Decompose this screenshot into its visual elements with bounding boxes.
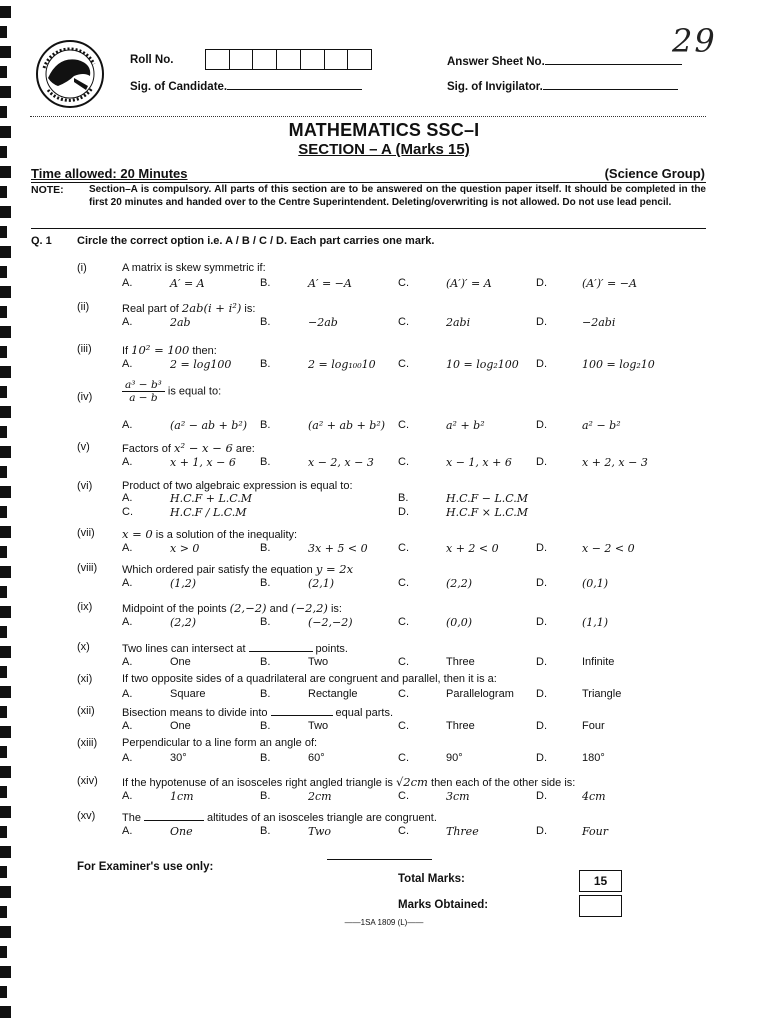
question-part-number: (xii): [77, 705, 95, 717]
option-letter: D.: [536, 316, 547, 328]
option-d[interactable]: Infinite: [582, 656, 615, 668]
dotted-separator: [30, 116, 706, 117]
option-letter: A.: [122, 542, 133, 554]
option-b[interactable]: −2ab: [308, 316, 338, 329]
time-allowed: Time allowed: 20 Minutes: [31, 166, 188, 181]
option-letter: B.: [260, 577, 271, 589]
question-text-pre: Factors of: [122, 443, 174, 455]
option-a[interactable]: A′ = A: [170, 277, 205, 290]
question-math: 2ab(i + i²): [181, 301, 242, 315]
question-text: [122, 480, 353, 492]
option-c[interactable]: 90°: [446, 752, 463, 764]
option-d[interactable]: 180°: [582, 752, 605, 764]
question-text-pre: If: [122, 345, 132, 357]
option-c[interactable]: 2abi: [446, 316, 471, 329]
option-letter: D.: [536, 752, 547, 764]
question-text-pre: Real part of: [122, 303, 182, 315]
candidate-signature-label: Sig. of Candidate.: [130, 81, 228, 93]
question-text-pre: Perpendicular to a line form an angle of:: [122, 737, 318, 749]
option-letter: A.: [122, 752, 133, 764]
question-text-pre: Which ordered pair satisfy the equation: [122, 564, 316, 576]
option-b[interactable]: (a² + ab + b²): [308, 419, 386, 432]
science-group: (Science Group): [604, 166, 705, 181]
section-heading: [0, 141, 768, 158]
question-math: 10² = 100: [131, 343, 190, 357]
question-text-pre: A matrix is skew symmetric if:: [122, 262, 266, 274]
invigilator-signature-field[interactable]: [447, 79, 678, 93]
option-letter: A.: [122, 492, 133, 504]
question-text-post: then:: [189, 345, 217, 357]
question-text: [122, 775, 575, 789]
option-letter: B.: [260, 456, 271, 468]
option-letter: B.: [260, 542, 271, 554]
question-text-post: then each of the other side is:: [427, 777, 576, 789]
question-number: Q. 1: [31, 235, 52, 247]
option-c[interactable]: Three: [446, 720, 475, 732]
option-c[interactable]: x − 1, x + 6: [446, 456, 512, 469]
question-part-number: (viii): [77, 562, 98, 574]
total-marks-label: Total Marks:: [398, 873, 465, 885]
option-letter: B.: [260, 277, 271, 289]
option-b[interactable]: Rectangle: [308, 688, 358, 700]
answer-sheet-line[interactable]: [545, 54, 682, 65]
question-text-post: are:: [232, 443, 255, 455]
option-b[interactable]: (−2,−2): [308, 616, 353, 629]
option-letter: D.: [536, 419, 547, 431]
question-text: [122, 379, 221, 404]
question-part-number: (xi): [77, 673, 93, 685]
option-letter: C.: [398, 752, 409, 764]
option-d[interactable]: 100 = log₂10: [582, 358, 655, 371]
option-letter: B.: [260, 825, 271, 837]
option-b[interactable]: Two: [308, 656, 329, 668]
question-text: [122, 301, 255, 315]
question-text: [122, 673, 497, 685]
question-text: [122, 262, 266, 274]
option-c[interactable]: (A′)′ = A: [446, 277, 492, 290]
question-part-number: (xiii): [77, 737, 98, 749]
question-text-post: is a solution of the inequality:: [152, 529, 298, 541]
option-letter: B.: [260, 419, 271, 431]
question-text-pre: Midpoint of the points: [122, 603, 230, 615]
option-letter: D.: [536, 577, 547, 589]
option-letter: C.: [398, 688, 409, 700]
option-d[interactable]: x − 2 < 0: [582, 542, 635, 555]
answer-sheet-field[interactable]: [447, 54, 682, 68]
question-text-pre: Bisection means to divide into: [122, 707, 268, 719]
question-part-number: (v): [77, 441, 90, 453]
option-letter: A.: [122, 456, 133, 468]
question-text-post: is:: [241, 303, 256, 315]
question-part-number: (iv): [77, 391, 93, 403]
option-b[interactable]: 3x + 5 < 0: [308, 542, 368, 555]
question-part-number: (iii): [77, 343, 92, 355]
question-text: [122, 527, 297, 541]
option-c[interactable]: Parallelogram: [446, 688, 514, 700]
option-letter: D.: [398, 506, 409, 518]
question-text: [122, 810, 437, 824]
option-b[interactable]: x − 2, x − 3: [308, 456, 374, 469]
option-d[interactable]: Four: [582, 825, 608, 838]
answer-blank[interactable]: [271, 705, 333, 716]
question-part-number: (xv): [77, 810, 96, 822]
option-letter: C.: [398, 720, 409, 732]
question-text-post: altitudes of an isosceles triangle are congruent.: [206, 812, 437, 824]
question-math: x² − x − 6: [173, 441, 233, 455]
question-part-number: (vi): [77, 480, 93, 492]
question-text: [122, 601, 342, 615]
option-b[interactable]: A′ = −A: [308, 277, 352, 290]
option-letter: A.: [122, 688, 133, 700]
question-text: [122, 737, 317, 749]
option-letter: D.: [536, 720, 547, 732]
option-letter: D.: [536, 616, 547, 628]
fraction: [122, 379, 165, 404]
option-a[interactable]: One: [170, 825, 193, 838]
candidate-signature-line[interactable]: [227, 79, 362, 90]
option-a[interactable]: 30°: [170, 752, 187, 764]
question-text-post: equal parts.: [335, 707, 394, 719]
option-letter: D.: [536, 656, 547, 668]
note-label: NOTE:: [31, 184, 64, 196]
option-letter: D.: [536, 825, 547, 837]
option-letter: A.: [122, 616, 133, 628]
option-letter: D.: [536, 790, 547, 802]
option-c[interactable]: Three: [446, 825, 479, 838]
option-letter: C.: [398, 577, 409, 589]
option-letter: A.: [122, 419, 133, 431]
option-letter: C.: [398, 456, 409, 468]
option-letter: B.: [260, 358, 271, 370]
question-part-number: (ix): [77, 601, 93, 613]
option-c[interactable]: Three: [446, 656, 475, 668]
fraction-numerator: a³ − b³: [122, 379, 165, 392]
option-letter: D.: [536, 542, 547, 554]
question-part-number: (vii): [77, 527, 95, 539]
total-marks-box: 15: [579, 870, 622, 892]
question-math: (2,−2): [229, 601, 267, 615]
answer-blank[interactable]: [249, 641, 313, 652]
option-d[interactable]: (A′)′ = −A: [582, 277, 637, 290]
board-seal-logo: [34, 38, 106, 110]
examiner-use-label: For Examiner's use only:: [77, 861, 214, 873]
option-letter: B.: [260, 616, 271, 628]
option-letter: B.: [260, 316, 271, 328]
rule: [31, 182, 706, 183]
paper-title: MATHEMATICS SSC–I: [288, 120, 480, 140]
option-d[interactable]: Triangle: [582, 688, 622, 700]
option-a[interactable]: H.C.F + L.C.M: [170, 492, 253, 505]
question-part-number: (i): [77, 262, 87, 274]
option-d[interactable]: a² − b²: [582, 419, 621, 432]
option-d[interactable]: Four: [582, 720, 605, 732]
option-a[interactable]: x > 0: [170, 542, 200, 555]
question-text-pre: Two lines can intersect at: [122, 643, 246, 655]
option-letter: D.: [536, 688, 547, 700]
option-letter: A.: [122, 358, 133, 370]
question-text-mid: and: [266, 603, 291, 615]
option-a[interactable]: 2 = log100: [170, 358, 232, 371]
question-text-post: points.: [315, 643, 348, 655]
question-text: [122, 705, 393, 719]
question-instruction: Circle the correct option i.e. A / B / C / D. Each part carries one mark.: [77, 235, 435, 247]
option-d[interactable]: 4cm: [582, 790, 606, 803]
answer-sheet-label: Answer Sheet No.: [447, 56, 545, 68]
option-c[interactable]: (2,2): [446, 577, 473, 590]
question-text: [122, 343, 217, 357]
option-b[interactable]: 2 = log₁₀₀10: [308, 358, 376, 371]
option-letter: C.: [398, 358, 409, 370]
option-a[interactable]: One: [170, 656, 191, 668]
page-number: 29: [672, 22, 717, 60]
option-letter: A.: [122, 790, 133, 802]
question-text: [122, 441, 255, 455]
option-letter: A.: [122, 825, 133, 837]
option-letter: C.: [398, 656, 409, 668]
question-math: x = 0: [122, 527, 153, 541]
marks-obtained-label: Marks Obtained:: [398, 899, 489, 911]
option-d[interactable]: H.C.F × L.C.M: [446, 506, 529, 519]
invigilator-signature-label: Sig. of Invigilator.: [447, 81, 543, 93]
option-letter: A.: [122, 577, 133, 589]
option-d[interactable]: −2abi: [582, 316, 616, 329]
option-a[interactable]: One: [170, 720, 191, 732]
question-text-pre: If the hypotenuse of an isosceles right angled triangle is: [122, 777, 396, 789]
option-a[interactable]: x + 1, x − 6: [170, 456, 236, 469]
option-c[interactable]: H.C.F / L.C.M: [170, 506, 247, 519]
question-text-pre: If two opposite sides of a quadrilateral are congruent and parallel, then it is a:: [122, 673, 497, 685]
option-letter: B.: [260, 720, 271, 732]
option-letter: D.: [536, 456, 547, 468]
question-text-pre: Product of two algebraic expression is equal to:: [122, 480, 353, 492]
question-text: [122, 562, 353, 576]
option-letter: C.: [398, 419, 409, 431]
paper-code: ——1SA 1809 (L)——: [344, 918, 424, 927]
option-d[interactable]: (1,1): [582, 616, 609, 629]
option-letter: C.: [398, 616, 409, 628]
option-c[interactable]: a² + b²: [446, 419, 485, 432]
option-letter: C.: [398, 277, 409, 289]
option-letter: A.: [122, 277, 133, 289]
question-part-number: (ii): [77, 301, 90, 313]
option-c[interactable]: (0,0): [446, 616, 473, 629]
option-a[interactable]: 2ab: [170, 316, 191, 329]
option-d[interactable]: x + 2, x − 3: [582, 456, 648, 469]
option-b[interactable]: (2,1): [308, 577, 335, 590]
option-letter: B.: [260, 790, 271, 802]
note-text: Section–A is compulsory. All parts of this section are to be answered on the question paper itself. It should be completed in the first 20 minutes and handed over to the Centre Superintendent. Deleting/overwriting is not allowed. Do not use lead pencil.: [89, 184, 706, 208]
option-b[interactable]: Two: [308, 825, 331, 838]
option-b[interactable]: Two: [308, 720, 329, 732]
option-a[interactable]: (2,2): [170, 616, 197, 629]
marks-obtained-box[interactable]: [579, 895, 622, 917]
examiner-signature-line[interactable]: [327, 859, 432, 860]
section-label: SECTION – A (Marks 15): [298, 141, 470, 158]
option-c[interactable]: x + 2 < 0: [446, 542, 499, 555]
option-b[interactable]: 2cm: [308, 790, 332, 803]
question-math: √2cm: [395, 775, 428, 789]
option-letter: D.: [536, 277, 547, 289]
question-part-number: (x): [77, 641, 90, 653]
option-letter: D.: [536, 358, 547, 370]
option-letter: C.: [398, 825, 409, 837]
question-text-post: is equal to:: [164, 385, 222, 398]
option-a[interactable]: 1cm: [170, 790, 194, 803]
option-letter: C.: [398, 790, 409, 802]
invigilator-signature-line[interactable]: [543, 79, 678, 90]
option-letter: A.: [122, 656, 133, 668]
question-text: [122, 641, 348, 655]
option-a[interactable]: (1,2): [170, 577, 197, 590]
option-d[interactable]: (0,1): [582, 577, 609, 590]
option-letter: B.: [260, 656, 271, 668]
question-text-post: is:: [327, 603, 342, 615]
answer-blank[interactable]: [144, 810, 204, 821]
question-text-pre: The: [122, 812, 141, 824]
roll-no-boxes[interactable]: [205, 49, 372, 70]
roll-no-label: Roll No.: [130, 54, 174, 66]
option-b[interactable]: 60°: [308, 752, 325, 764]
option-b[interactable]: H.C.F − L.C.M: [446, 492, 529, 505]
option-letter: C.: [398, 316, 409, 328]
question-part-number: (xiv): [77, 775, 98, 787]
option-letter: B.: [398, 492, 409, 504]
option-a[interactable]: Square: [170, 688, 206, 700]
option-c[interactable]: 3cm: [446, 790, 470, 803]
option-c[interactable]: 10 = log₂100: [446, 358, 519, 371]
option-letter: B.: [260, 688, 271, 700]
question-math: (−2,2): [291, 601, 328, 615]
rule: [31, 228, 706, 229]
fraction-denominator: a − b: [129, 392, 158, 404]
option-letter: C.: [122, 506, 133, 518]
option-a[interactable]: (a² − ab + b²): [170, 419, 248, 432]
option-letter: C.: [398, 542, 409, 554]
question-math: y = 2x: [315, 562, 354, 576]
option-letter: B.: [260, 752, 271, 764]
option-letter: A.: [122, 720, 133, 732]
candidate-signature-field[interactable]: [130, 79, 362, 93]
option-letter: A.: [122, 316, 133, 328]
